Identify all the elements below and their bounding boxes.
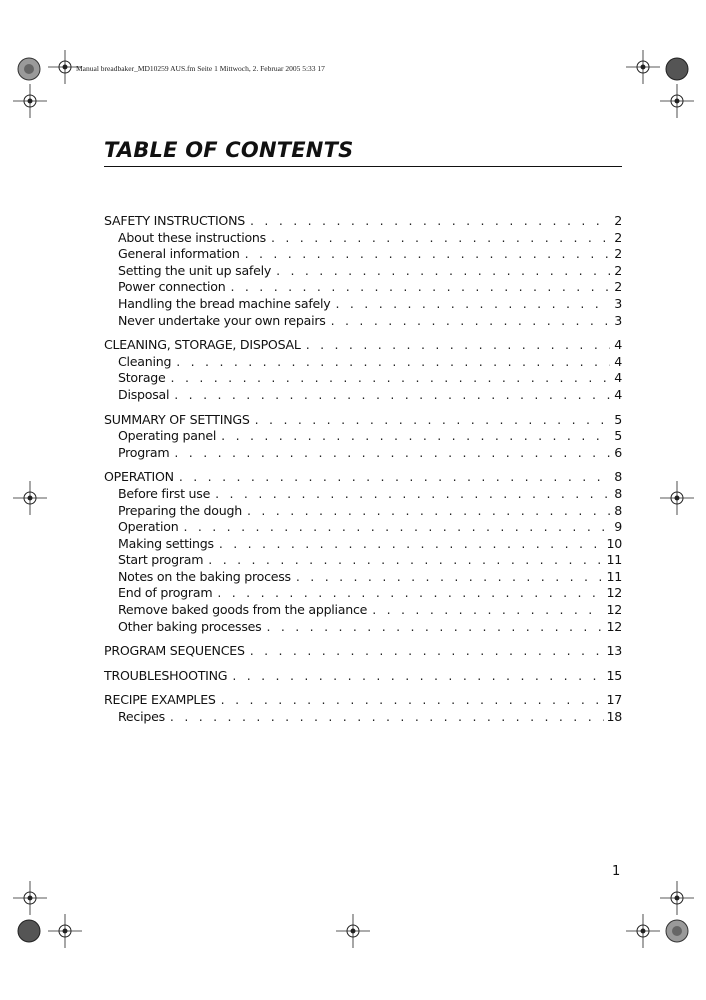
toc-page-number: 4 <box>614 386 622 402</box>
toc-section-heading[interactable] <box>104 469 622 486</box>
crosshair-mark-icon <box>626 50 660 84</box>
toc-page-number: 5 <box>614 428 622 444</box>
toc-page-number: 13 <box>606 643 622 659</box>
toc-dot-leader <box>176 354 610 369</box>
toc-page-number: 8 <box>614 469 622 485</box>
toc-entry-label: Start program <box>118 552 204 568</box>
toc-page-number: 11 <box>606 552 622 568</box>
toc-page-number: 2 <box>614 246 622 262</box>
toc-entry-label: Storage <box>118 370 166 386</box>
crosshair-mark-icon <box>660 881 694 915</box>
toc-entry[interactable] <box>104 445 622 462</box>
crosshair-mark-icon <box>660 84 694 118</box>
toc-entry[interactable] <box>104 387 622 404</box>
toc-dot-leader <box>217 585 604 600</box>
toc-entry-label: CLEANING, STORAGE, DISPOSAL <box>104 337 301 353</box>
toc-page-number: 9 <box>614 519 622 535</box>
crosshair-mark-icon <box>660 481 694 515</box>
toc-entry-label: Recipes <box>118 709 165 725</box>
toc-entry-label: Remove baked goods from the appliance <box>118 602 368 618</box>
toc-page-number: 4 <box>614 337 622 353</box>
crosshair-mark-icon <box>13 84 47 118</box>
toc-entry-label: SUMMARY OF SETTINGS <box>104 411 250 427</box>
toc-entry-label: End of program <box>118 585 213 601</box>
toc-section-heading[interactable] <box>104 412 622 429</box>
toc-entry-label: Before first use <box>118 485 211 501</box>
toc-dot-leader <box>276 263 610 278</box>
toc-entry[interactable] <box>104 503 622 520</box>
toc-page-number: 3 <box>614 312 622 328</box>
toc-page-number: 10 <box>606 535 622 551</box>
toc-entry-label: Other baking processes <box>118 618 262 634</box>
toc-dot-leader <box>296 569 605 584</box>
title-rule <box>104 166 622 167</box>
toc-dot-leader <box>171 370 610 385</box>
toc-page-number: 2 <box>614 213 622 228</box>
toc-section <box>104 412 622 462</box>
toc-dot-leader <box>208 552 604 567</box>
toc-dot-leader <box>372 602 604 617</box>
toc-dot-leader <box>271 230 610 245</box>
crosshair-mark-icon <box>336 914 370 948</box>
toc-entry[interactable] <box>104 552 622 569</box>
toc-dot-leader <box>179 469 610 484</box>
toc-entry[interactable] <box>104 313 622 330</box>
toc-entry-label: About these instructions <box>118 229 266 245</box>
toc-entry[interactable] <box>104 354 622 371</box>
toc-page-number: 4 <box>614 353 622 369</box>
toc-dot-leader <box>250 643 605 658</box>
table-of-contents <box>104 213 622 726</box>
toc-page-number: 3 <box>614 295 622 311</box>
toc-section-heading[interactable] <box>104 668 622 685</box>
toc-entry[interactable] <box>104 486 622 503</box>
toc-entry[interactable] <box>104 602 622 619</box>
toc-entry[interactable] <box>104 619 622 636</box>
toc-entry-label: Operating panel <box>118 428 217 444</box>
toc-entry-label: Handling the bread machine safely <box>118 295 331 311</box>
toc-entry-label: RECIPE EXAMPLES <box>104 692 216 708</box>
toc-entry-label: Preparing the dough <box>118 502 242 518</box>
toc-section <box>104 213 622 329</box>
print-header-line: Manual breadbaker_MD10259 AUS.fm Seite 1 Mittwoch, 2. Februar 2005 5:33 17 <box>76 64 325 73</box>
registration-target-icon <box>15 55 43 83</box>
toc-dot-leader <box>221 428 610 443</box>
toc-dot-leader <box>221 692 605 707</box>
toc-section-heading[interactable] <box>104 213 622 230</box>
toc-page-number: 11 <box>606 568 622 584</box>
toc-entry[interactable] <box>104 428 622 445</box>
toc-page-number: 5 <box>614 411 622 427</box>
crosshair-mark-icon <box>13 481 47 515</box>
toc-entry-label: PROGRAM SEQUENCES <box>104 643 245 659</box>
toc-entry[interactable] <box>104 709 622 726</box>
toc-page-number: 4 <box>614 370 622 386</box>
toc-dot-leader <box>306 337 610 352</box>
toc-entry[interactable] <box>104 569 622 586</box>
toc-entry-label: Making settings <box>118 535 214 551</box>
toc-entry[interactable] <box>104 263 622 280</box>
toc-dot-leader <box>174 445 610 460</box>
toc-entry-label: Never undertake your own repairs <box>118 312 326 328</box>
toc-section <box>104 337 622 403</box>
registration-target-icon <box>663 55 691 83</box>
toc-entry-label: Program <box>118 444 170 460</box>
toc-dot-leader <box>174 387 610 402</box>
toc-dot-leader <box>335 296 610 311</box>
toc-entry[interactable] <box>104 536 622 553</box>
toc-dot-leader <box>266 619 604 634</box>
toc-section-heading[interactable] <box>104 692 622 709</box>
toc-section-heading[interactable] <box>104 643 622 660</box>
toc-page-number: 6 <box>614 444 622 460</box>
toc-entry[interactable] <box>104 279 622 296</box>
toc-entry-label: Setting the unit up safely <box>118 262 272 278</box>
toc-dot-leader <box>245 246 610 261</box>
crosshair-mark-icon <box>13 881 47 915</box>
toc-entry-label: Disposal <box>118 386 170 402</box>
toc-page-number: 12 <box>606 602 622 618</box>
toc-entry-label: Cleaning <box>118 353 172 369</box>
toc-entry[interactable] <box>104 230 622 247</box>
toc-entry-label: SAFETY INSTRUCTIONS <box>104 213 246 228</box>
toc-section <box>104 643 622 660</box>
toc-page-number: 17 <box>606 692 622 708</box>
toc-page-number: 2 <box>614 262 622 278</box>
toc-dot-leader <box>247 503 610 518</box>
toc-entry-label: Power connection <box>118 279 226 295</box>
toc-entry-label: TROUBLESHOOTING <box>104 667 228 683</box>
toc-dot-leader <box>232 668 604 683</box>
toc-entry-label: OPERATION <box>104 469 174 485</box>
toc-page-number: 8 <box>614 485 622 501</box>
toc-entry[interactable] <box>104 296 622 313</box>
crosshair-mark-icon <box>48 914 82 948</box>
toc-page-number: 15 <box>606 667 622 683</box>
crosshair-mark-icon <box>626 914 660 948</box>
toc-entry[interactable] <box>104 519 622 536</box>
toc-entry[interactable] <box>104 246 622 263</box>
toc-entry-label: Operation <box>118 519 179 535</box>
toc-page-number: 2 <box>614 229 622 245</box>
toc-page-number: 12 <box>606 618 622 634</box>
toc-dot-leader <box>170 709 605 724</box>
toc-page-number: 12 <box>606 585 622 601</box>
toc-dot-leader <box>230 279 610 294</box>
toc-entry[interactable] <box>104 370 622 387</box>
page-number: 1 <box>612 864 621 879</box>
registration-target-icon <box>663 917 691 945</box>
toc-dot-leader <box>215 486 610 501</box>
toc-section-heading[interactable] <box>104 337 622 354</box>
toc-section <box>104 692 622 725</box>
toc-entry[interactable] <box>104 585 622 602</box>
toc-dot-leader <box>255 412 610 427</box>
crosshair-mark-icon <box>48 50 82 84</box>
toc-dot-leader <box>219 536 605 551</box>
toc-page-number: 2 <box>614 279 622 295</box>
toc-entry-label: Notes on the baking process <box>118 568 291 584</box>
registration-target-icon <box>15 917 43 945</box>
toc-entry-label: General information <box>118 246 240 262</box>
page-title: TABLE OF CONTENTS <box>104 138 354 162</box>
toc-dot-leader <box>331 313 610 328</box>
toc-page-number: 8 <box>614 502 622 518</box>
toc-section <box>104 469 622 635</box>
toc-section <box>104 668 622 685</box>
toc-dot-leader <box>250 213 610 228</box>
toc-dot-leader <box>183 519 610 534</box>
toc-page-number: 18 <box>606 709 622 725</box>
